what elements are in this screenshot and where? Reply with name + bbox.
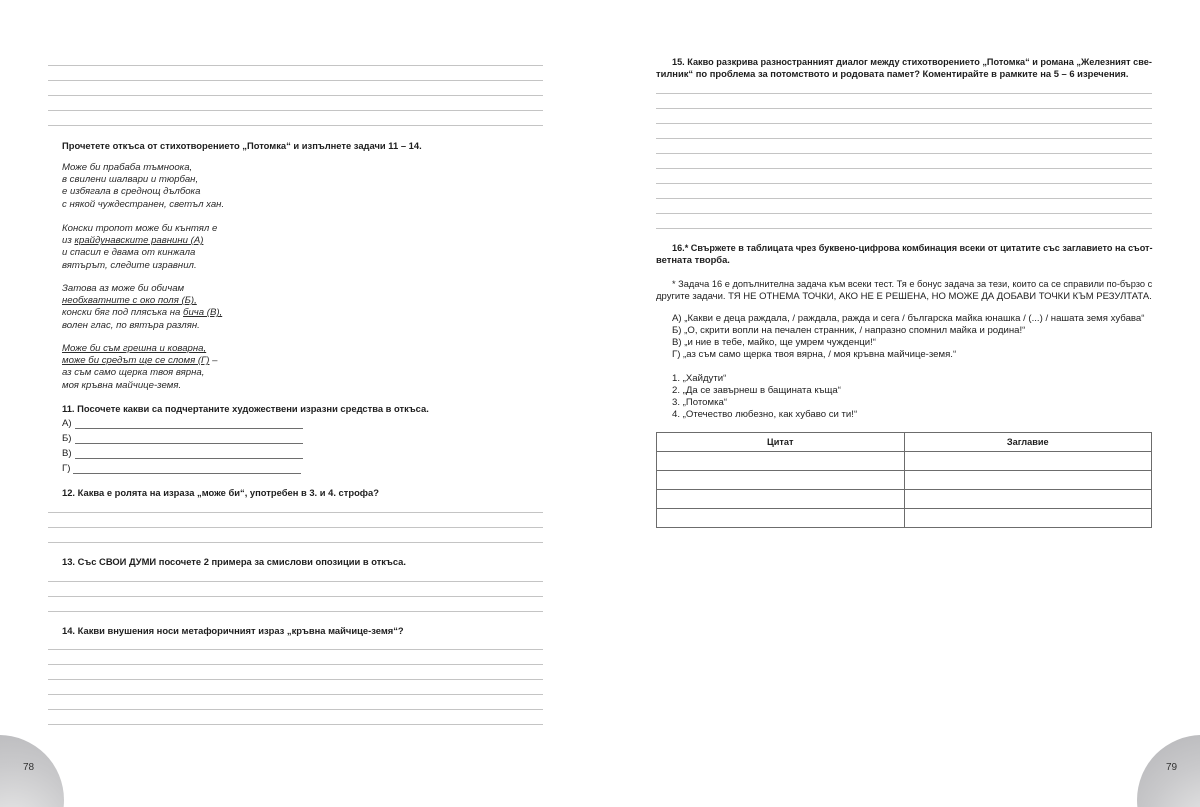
title-3: 3. „Потомка“ (672, 397, 728, 408)
answer-line[interactable] (656, 123, 1152, 124)
answer-line[interactable] (75, 443, 303, 444)
answer-line[interactable] (75, 428, 303, 429)
answer-line[interactable] (48, 512, 543, 513)
column-header-quote: Цитат (657, 433, 905, 452)
question-15-line-1: 15. Какво разкрива разностранният диалог между стихотворението „Потомка“ и романа „Железният све- (672, 56, 1152, 67)
answer-line[interactable] (656, 93, 1152, 94)
option-label: Б) (62, 433, 72, 444)
bonus-note-line-1: * Задача 16 е допълнителна задача към всеки тест. Тя е бонус задача за тези, които са се справили по-бързо с (672, 279, 1153, 290)
table-row (657, 509, 1152, 528)
poem-line (62, 343, 217, 355)
answer-line[interactable] (656, 228, 1152, 229)
question-12: 12. Каква е ролята на израза „може би“, употребен в 3. и 4. строфа? (62, 487, 379, 498)
answer-line[interactable] (48, 542, 543, 543)
answer-line[interactable] (656, 183, 1152, 184)
poem-line: в свилени шалвари и тюрбан, (62, 174, 199, 186)
table-cell[interactable] (657, 452, 905, 471)
answer-b[interactable] (62, 433, 303, 445)
underlined-phrase-a: крайдунавските равнини (А) (74, 235, 204, 247)
poem-line: Може би прабаба тъмноока, (62, 162, 193, 173)
poem-line (62, 295, 222, 307)
question-13: 13. Със СВОИ ДУМИ посочете 2 примера за смислови опозиции в откъса. (62, 556, 406, 567)
poem-line: Конски тропот може би кънтял е (62, 223, 218, 234)
answer-g[interactable] (62, 463, 301, 475)
poem-stanza-3 (62, 283, 222, 332)
question-15-line-2: тилник“ по проблема за потомството и родовата памет? Коментирайте в рамките на 5 – 6 изречения. (656, 68, 1129, 79)
question-11: 11. Посочете какви са подчертаните художествени изразни средства в откъса. (62, 403, 429, 414)
poem-text: – (209, 355, 218, 367)
table-cell[interactable] (904, 490, 1152, 509)
poem-text: из (62, 235, 75, 247)
matching-table (656, 432, 1152, 528)
option-label: В) (62, 448, 72, 459)
answer-line[interactable] (656, 213, 1152, 214)
poem-line: е избягала в среднощ дълбока (62, 186, 201, 198)
answer-line[interactable] (48, 679, 543, 680)
table-cell[interactable] (657, 490, 905, 509)
table-cell[interactable] (657, 471, 905, 490)
poem-text: конски бяг под плясъка на (62, 307, 184, 319)
underlined-phrase-g: може би средът ще се сломя (Г) (62, 355, 210, 367)
table-cell[interactable] (657, 509, 905, 528)
answer-a[interactable] (62, 418, 303, 430)
question-16-line-2: ветната творба. (656, 254, 730, 265)
poem-stanza-4 (62, 343, 217, 392)
answer-v[interactable] (62, 448, 303, 460)
title-2: 2. „Да се завърнеш в бащината къща“ (672, 385, 841, 396)
reading-instruction: Прочетете откъса от стихотворението „Потомка“ и изпълнете задачи 11 – 14. (62, 140, 422, 151)
answer-line[interactable] (656, 153, 1152, 154)
quote-a: А) „Какви е деца раждала, / раждала, ражда и сега / българска майка юнашка / (...) / нашата земя хубава“ (672, 313, 1145, 324)
right-page (600, 0, 1200, 807)
answer-line[interactable] (48, 581, 543, 582)
answer-line[interactable] (48, 125, 543, 126)
quote-b: Б) „О, скрити вопли на печален странник, / напразно спомнил майка и родина!“ (672, 325, 1026, 336)
page-number: 78 (23, 762, 35, 773)
underlined-phrase: Може би съм грешна и коварна, (62, 343, 207, 354)
option-label: Г) (62, 463, 71, 474)
option-label: А) (62, 418, 72, 429)
answer-line[interactable] (656, 198, 1152, 199)
question-16-line-1: 16.* Свържете в таблицата чрез буквено-цифрова комбинация всеки от цитатите със заглавието на съот- (672, 242, 1153, 253)
answer-line[interactable] (48, 664, 543, 665)
table-cell[interactable] (904, 509, 1152, 528)
answer-line[interactable] (656, 138, 1152, 139)
answer-line[interactable] (48, 80, 543, 81)
poem-line: моя кръвна майчице-земя. (62, 379, 182, 391)
quote-v: В) „и ние в тебе, майко, ще умрем чужденци!“ (672, 337, 876, 348)
table-row (657, 490, 1152, 509)
poem-line (62, 307, 222, 319)
answer-line[interactable] (48, 110, 543, 111)
answer-line[interactable] (75, 458, 303, 459)
quote-g: Г) „аз съм само щерка твоя вярна, / моя кръвна майчице-земя.“ (672, 349, 957, 360)
answer-line[interactable] (48, 724, 543, 725)
underlined-phrase-b: необхватните с око поля (Б), (62, 295, 197, 307)
answer-line[interactable] (48, 95, 543, 96)
answer-line[interactable] (48, 709, 543, 710)
poem-line: и спасил е двама от кинжала (62, 247, 196, 259)
poem-line: Затова аз може би обичам (62, 283, 185, 294)
answer-line[interactable] (48, 596, 543, 597)
title-4: 4. „Отечество любезно, как хубаво си ти!“ (672, 409, 858, 420)
poem-line: аз съм само щерка твоя вярна, (62, 367, 205, 379)
underlined-phrase-v: бича (В), (183, 307, 223, 319)
table-cell[interactable] (904, 452, 1152, 471)
poem-line: вятърът, следите изравнил. (62, 259, 197, 271)
answer-line[interactable] (48, 611, 543, 612)
answer-line[interactable] (48, 527, 543, 528)
answer-line[interactable] (656, 168, 1152, 169)
table-cell[interactable] (904, 471, 1152, 490)
page-number: 79 (1166, 762, 1178, 773)
bonus-note-line-2: другите задачи. ТЯ НЕ ОТНЕМА ТОЧКИ, АКО НЕ Е РЕШЕНА, НО МОЖЕ ДА ДОБАВИ ТОЧКИ КЪМ РЕЗУЛТАТА. (656, 291, 1152, 302)
table-header-row (657, 433, 1152, 452)
answer-line[interactable] (656, 108, 1152, 109)
poem-line (62, 235, 217, 247)
column-header-title: Заглавие (904, 433, 1152, 452)
table-row (657, 452, 1152, 471)
answer-line[interactable] (48, 649, 543, 650)
title-1: 1. „Хайдути“ (672, 373, 727, 384)
answer-line[interactable] (48, 65, 543, 66)
poem-stanza-1 (62, 162, 224, 211)
question-14: 14. Какви внушения носи метафоричният израз „кръвна майчице-земя“? (62, 625, 404, 636)
poem-line (62, 355, 217, 367)
answer-line[interactable] (73, 473, 301, 474)
poem-line: волен глас, по вятъра разлян. (62, 319, 200, 331)
table-row (657, 471, 1152, 490)
poem-line: с някой чуждестранен, светъл хан. (62, 198, 225, 210)
answer-line[interactable] (48, 694, 543, 695)
poem-stanza-2 (62, 223, 217, 272)
